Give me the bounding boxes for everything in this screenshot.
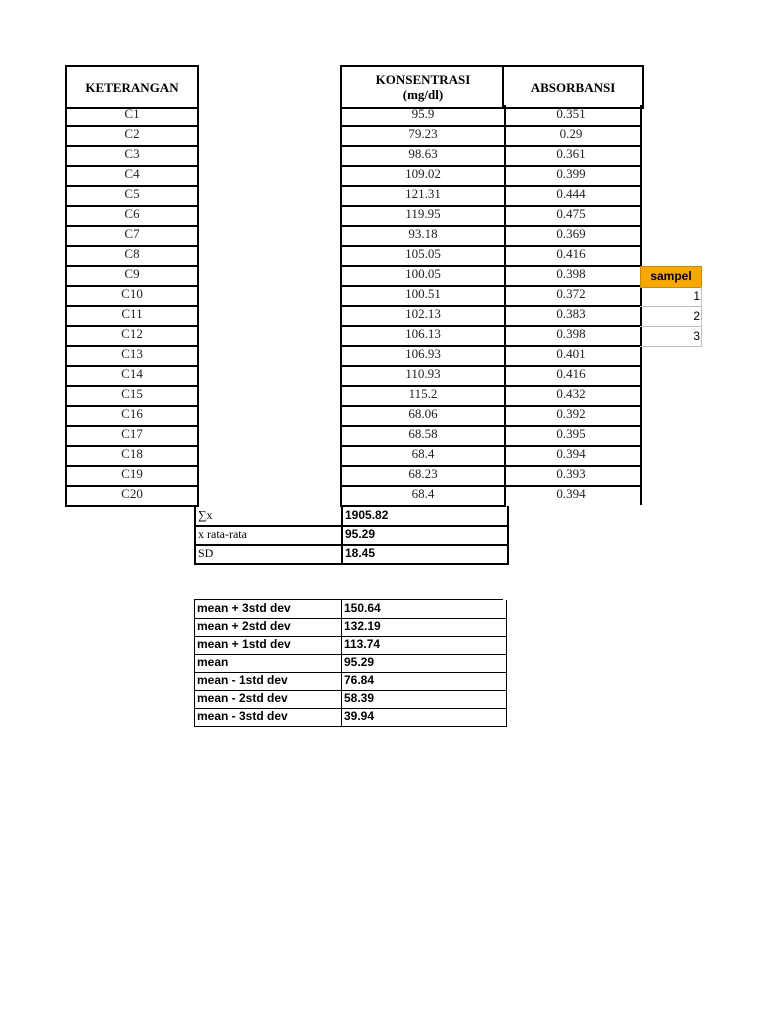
std-dev-row bbox=[194, 654, 503, 672]
cell-absorbansi: 0.383 bbox=[502, 305, 642, 327]
table-row bbox=[65, 405, 640, 425]
cell-konsentrasi: 98.63 bbox=[340, 145, 506, 167]
std-dev-label: mean - 1std dev bbox=[194, 672, 344, 691]
cell-absorbansi: 0.399 bbox=[502, 165, 642, 187]
cell-konsentrasi: 68.06 bbox=[340, 405, 506, 427]
table-row bbox=[65, 365, 640, 385]
cell-keterangan: C7 bbox=[65, 225, 199, 247]
header-konsentrasi-unit: (mg/dl) bbox=[402, 87, 444, 102]
cell-keterangan: C10 bbox=[65, 285, 199, 307]
cell-konsentrasi: 93.18 bbox=[340, 225, 506, 247]
std-dev-value: 58.39 bbox=[341, 690, 507, 709]
std-dev-value: 113.74 bbox=[341, 636, 507, 655]
cell-konsentrasi: 68.4 bbox=[340, 485, 506, 507]
std-dev-label: mean + 3std dev bbox=[194, 600, 344, 619]
cell-keterangan: C4 bbox=[65, 165, 199, 187]
cell-keterangan: C12 bbox=[65, 325, 199, 347]
table-row bbox=[65, 445, 640, 465]
cell-absorbansi: 0.444 bbox=[502, 185, 642, 207]
cell-konsentrasi: 68.4 bbox=[340, 445, 506, 467]
cell-keterangan: C1 bbox=[65, 105, 199, 127]
cell-keterangan: C6 bbox=[65, 205, 199, 227]
cell-keterangan: C9 bbox=[65, 265, 199, 287]
cell-keterangan: C19 bbox=[65, 465, 199, 487]
table-row bbox=[65, 305, 640, 325]
cell-keterangan: C15 bbox=[65, 385, 199, 407]
cell-absorbansi: 0.392 bbox=[502, 405, 642, 427]
cell-absorbansi: 0.361 bbox=[502, 145, 642, 167]
cell-konsentrasi: 102.13 bbox=[340, 305, 506, 327]
table-row bbox=[65, 125, 640, 145]
stats-label: SD bbox=[194, 544, 345, 565]
cell-konsentrasi: 105.05 bbox=[340, 245, 506, 267]
table-row bbox=[65, 105, 640, 125]
cell-konsentrasi: 110.93 bbox=[340, 365, 506, 387]
header-keterangan bbox=[65, 65, 199, 109]
table-row bbox=[65, 165, 640, 185]
table-row bbox=[65, 385, 640, 405]
table-row bbox=[65, 485, 640, 505]
std-dev-value: 132.19 bbox=[341, 618, 507, 637]
cell-konsentrasi: 115.2 bbox=[340, 385, 506, 407]
stats-label: x rata-rata bbox=[194, 525, 345, 546]
cell-absorbansi: 0.395 bbox=[502, 425, 642, 447]
cell-konsentrasi: 106.93 bbox=[340, 345, 506, 367]
std-dev-row bbox=[194, 618, 503, 636]
stats-value: 95.29 bbox=[341, 525, 509, 546]
std-dev-label: mean bbox=[194, 654, 344, 673]
header-konsentrasi bbox=[340, 65, 506, 109]
sampel-header bbox=[640, 266, 702, 288]
sampel-header-label: sampel bbox=[650, 269, 692, 283]
std-dev-value: 76.84 bbox=[341, 672, 507, 691]
cell-konsentrasi: 95.9 bbox=[340, 105, 506, 127]
std-dev-label: mean - 2std dev bbox=[194, 690, 344, 709]
std-dev-label: mean + 1std dev bbox=[194, 636, 344, 655]
stats-row bbox=[194, 506, 503, 525]
cell-keterangan: C20 bbox=[65, 485, 199, 507]
table-row bbox=[65, 285, 640, 305]
table-row bbox=[65, 465, 640, 485]
cell-keterangan: C16 bbox=[65, 405, 199, 427]
table-row bbox=[65, 325, 640, 345]
cell-absorbansi: 0.369 bbox=[502, 225, 642, 247]
cell-keterangan: C14 bbox=[65, 365, 199, 387]
std-dev-label: mean - 3std dev bbox=[194, 708, 344, 727]
cell-absorbansi: 0.29 bbox=[502, 125, 642, 147]
std-dev-label: mean + 2std dev bbox=[194, 618, 344, 637]
cell-keterangan: C8 bbox=[65, 245, 199, 267]
table-row bbox=[65, 205, 640, 225]
table-row bbox=[65, 225, 640, 245]
table-row bbox=[65, 345, 640, 365]
cell-absorbansi: 0.394 bbox=[502, 445, 642, 467]
std-dev-row bbox=[194, 600, 503, 618]
std-dev-row bbox=[194, 690, 503, 708]
stats-value: 1905.82 bbox=[341, 506, 509, 527]
cell-keterangan: C3 bbox=[65, 145, 199, 167]
cell-absorbansi: 0.432 bbox=[502, 385, 642, 407]
table-row bbox=[65, 145, 640, 165]
cell-keterangan: C11 bbox=[65, 305, 199, 327]
sampel-value: 2 bbox=[640, 306, 702, 327]
cell-keterangan: C13 bbox=[65, 345, 199, 367]
cell-keterangan: C18 bbox=[65, 445, 199, 467]
header-absorbansi bbox=[502, 65, 644, 109]
stats-row bbox=[194, 544, 503, 563]
stats-row bbox=[194, 525, 503, 544]
stats-value: 18.45 bbox=[341, 544, 509, 565]
table-row bbox=[65, 185, 640, 205]
cell-konsentrasi: 68.23 bbox=[340, 465, 506, 487]
std-dev-row bbox=[194, 636, 503, 654]
table-row bbox=[65, 425, 640, 445]
table-row bbox=[65, 265, 640, 285]
cell-konsentrasi: 68.58 bbox=[340, 425, 506, 447]
cell-absorbansi: 0.398 bbox=[502, 265, 642, 287]
cell-absorbansi: 0.372 bbox=[502, 285, 642, 307]
std-dev-row bbox=[194, 672, 503, 690]
table-row bbox=[65, 245, 640, 265]
std-dev-value: 95.29 bbox=[341, 654, 507, 673]
std-dev-row bbox=[194, 708, 503, 726]
cell-absorbansi: 0.401 bbox=[502, 345, 642, 367]
stats-label: ∑x bbox=[194, 506, 345, 527]
cell-absorbansi: 0.475 bbox=[502, 205, 642, 227]
cell-absorbansi: 0.393 bbox=[502, 465, 642, 487]
cell-absorbansi: 0.351 bbox=[502, 105, 642, 127]
std-dev-value: 150.64 bbox=[341, 600, 507, 619]
std-dev-value: 39.94 bbox=[341, 708, 507, 727]
cell-absorbansi: 0.416 bbox=[502, 365, 642, 387]
cell-konsentrasi: 106.13 bbox=[340, 325, 506, 347]
sampel-value: 3 bbox=[640, 326, 702, 347]
cell-konsentrasi: 79.23 bbox=[340, 125, 506, 147]
cell-absorbansi: 0.398 bbox=[502, 325, 642, 347]
cell-keterangan: C17 bbox=[65, 425, 199, 447]
cell-konsentrasi: 100.51 bbox=[340, 285, 506, 307]
cell-konsentrasi: 100.05 bbox=[340, 265, 506, 287]
cell-konsentrasi: 121.31 bbox=[340, 185, 506, 207]
std-dev-table bbox=[194, 599, 503, 723]
cell-keterangan: C5 bbox=[65, 185, 199, 207]
header-keterangan-label: KETERANGAN bbox=[85, 79, 179, 95]
cell-konsentrasi: 119.95 bbox=[340, 205, 506, 227]
header-absorbansi-label: ABSORBANSI bbox=[530, 79, 616, 95]
cell-konsentrasi: 109.02 bbox=[340, 165, 506, 187]
cell-absorbansi: 0.394 bbox=[502, 485, 642, 505]
sampel-value: 1 bbox=[640, 286, 702, 307]
header-konsentrasi-label: KONSENTRASI bbox=[375, 72, 471, 87]
cell-keterangan: C2 bbox=[65, 125, 199, 147]
cell-absorbansi: 0.416 bbox=[502, 245, 642, 267]
